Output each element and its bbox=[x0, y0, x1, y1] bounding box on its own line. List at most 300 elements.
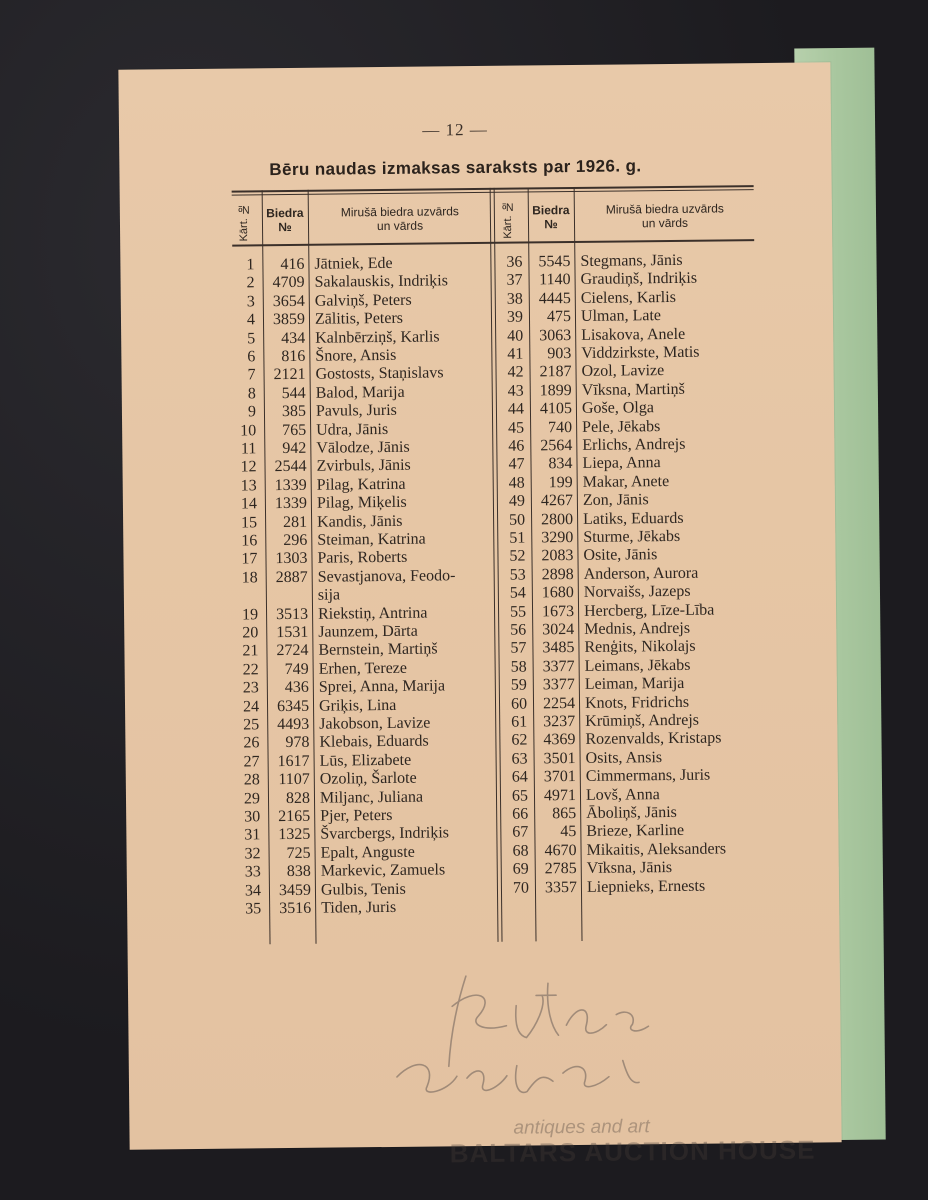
member-number: 2165 bbox=[278, 807, 311, 826]
table-row bbox=[238, 824, 498, 845]
table-row bbox=[501, 545, 761, 566]
header-biedra-right bbox=[528, 203, 574, 231]
row-index: 59 bbox=[510, 676, 527, 694]
member-name: Gulbis, Tenis bbox=[320, 880, 406, 899]
table-row bbox=[499, 325, 759, 346]
table-row bbox=[502, 637, 762, 658]
row-index: 16 bbox=[241, 532, 258, 550]
member-number: 4493 bbox=[277, 715, 310, 734]
member-number: 3063 bbox=[539, 326, 572, 344]
member-number: 3377 bbox=[542, 676, 575, 694]
table-row bbox=[233, 364, 493, 385]
table-row bbox=[237, 714, 497, 735]
table-row bbox=[503, 711, 763, 732]
member-name: Renģits, Nikolajs bbox=[584, 638, 696, 657]
member-name: Lisakova, Anele bbox=[581, 325, 686, 344]
member-name: Cielens, Karlis bbox=[580, 288, 676, 307]
row-index: 56 bbox=[510, 621, 527, 639]
member-name: Pilag, Miķelis bbox=[316, 493, 407, 512]
table-row bbox=[505, 877, 765, 898]
member-name: Klebais, Eduards bbox=[319, 732, 429, 752]
member-number: 725 bbox=[286, 844, 311, 862]
member-name: Mednis, Andrejs bbox=[584, 619, 691, 638]
row-index: 68 bbox=[512, 842, 529, 860]
member-name: Kandis, Jānis bbox=[317, 512, 403, 531]
header-name-line2: un vārds bbox=[641, 215, 689, 231]
row-index: 50 bbox=[509, 511, 526, 529]
row-index: 4 bbox=[246, 311, 256, 329]
row-index: 34 bbox=[244, 881, 262, 900]
row-index: 24 bbox=[242, 697, 260, 716]
member-name: Epalt, Anguste bbox=[320, 843, 415, 862]
member-number: 199 bbox=[548, 473, 573, 492]
row-index: 17 bbox=[241, 550, 258, 568]
member-number: 3459 bbox=[278, 881, 312, 899]
row-index: 67 bbox=[512, 823, 529, 842]
table-row bbox=[499, 343, 759, 364]
row-index: 55 bbox=[509, 603, 527, 621]
table-row bbox=[237, 732, 497, 753]
row-index: 51 bbox=[509, 529, 526, 547]
member-number: 978 bbox=[285, 734, 310, 752]
table-row bbox=[502, 582, 762, 603]
member-name: Jātniek, Ede bbox=[314, 254, 393, 273]
table-row bbox=[500, 435, 760, 456]
table-row bbox=[502, 619, 762, 640]
row-index: 54 bbox=[509, 584, 526, 602]
member-number: 45 bbox=[560, 823, 577, 841]
member-number: 2898 bbox=[541, 565, 574, 584]
table-row bbox=[233, 346, 493, 367]
member-name: Ulman, Late bbox=[580, 307, 662, 326]
row-index: 63 bbox=[511, 750, 528, 768]
member-number: 1303 bbox=[275, 550, 308, 568]
member-name: Šnore, Ansis bbox=[315, 346, 397, 365]
table-row bbox=[234, 383, 494, 404]
member-name: Zālitis, Peters bbox=[314, 309, 404, 328]
table-row bbox=[234, 438, 494, 459]
member-number: 834 bbox=[548, 455, 573, 473]
member-number: 2724 bbox=[276, 642, 309, 660]
row-index: 13 bbox=[240, 477, 257, 495]
member-name: Galviņš, Peters bbox=[314, 291, 412, 310]
member-number: 2800 bbox=[541, 510, 574, 528]
member-number: 4709 bbox=[272, 274, 305, 292]
table-row bbox=[232, 254, 492, 275]
row-index: 36 bbox=[506, 253, 523, 271]
row-index: 28 bbox=[243, 771, 260, 789]
table-row bbox=[504, 785, 764, 806]
member-number: 3859 bbox=[272, 311, 306, 329]
row-index: 9 bbox=[247, 403, 257, 421]
member-name: Jakobson, Lavize bbox=[319, 714, 431, 733]
member-number: 4369 bbox=[543, 731, 576, 749]
member-number: 2083 bbox=[541, 547, 574, 565]
member-number: 3516 bbox=[279, 899, 312, 918]
member-name: Udra, Jānis bbox=[316, 420, 389, 439]
member-name: Balod, Marija bbox=[315, 383, 405, 402]
member-number: 3501 bbox=[543, 749, 576, 768]
member-name: Osite, Jānis bbox=[583, 546, 658, 565]
funeral-payment-table bbox=[232, 185, 762, 944]
member-number: 1680 bbox=[541, 584, 574, 602]
table-row bbox=[499, 288, 759, 309]
member-number: 3654 bbox=[272, 292, 305, 310]
document-title: Bēru naudas izmaksas saraksts par 1926. g. bbox=[269, 156, 642, 180]
row-index: 21 bbox=[242, 642, 259, 660]
header-biedra bbox=[262, 206, 308, 234]
member-name: Stegmans, Jānis bbox=[580, 251, 683, 270]
row-index: 5 bbox=[247, 329, 256, 348]
member-number: 3237 bbox=[543, 713, 576, 731]
table-row bbox=[503, 674, 763, 695]
member-name: Vīksna, Martiņš bbox=[581, 380, 685, 399]
table-row bbox=[501, 527, 761, 548]
member-name: Sakalauskis, Indriķis bbox=[314, 272, 449, 292]
watermark-line2: BALTARS AUCTION HOUSE bbox=[449, 1134, 816, 1169]
row-index: 7 bbox=[247, 366, 256, 384]
member-number: 4267 bbox=[540, 492, 573, 510]
table-row bbox=[235, 548, 495, 569]
row-index: 65 bbox=[511, 787, 529, 805]
member-number: 1140 bbox=[539, 271, 571, 289]
member-name: Gostosts, Staņislavs bbox=[315, 364, 444, 384]
table-row bbox=[499, 361, 759, 382]
row-index: 47 bbox=[508, 455, 525, 474]
member-name: Graudiņš, Indriķis bbox=[580, 270, 698, 289]
member-name: Ozol, Lavize bbox=[581, 362, 665, 381]
row-index: 62 bbox=[511, 731, 528, 750]
table-row bbox=[500, 453, 760, 474]
header-name-line1: Mirušā biedra uzvārds bbox=[340, 204, 459, 220]
header-kart: Kārt. № bbox=[237, 203, 251, 242]
table-row bbox=[236, 585, 496, 606]
row-index: 66 bbox=[512, 805, 529, 823]
row-index: 30 bbox=[244, 808, 261, 826]
row-index: 11 bbox=[240, 440, 257, 458]
table-row bbox=[235, 511, 495, 532]
member-number: 1339 bbox=[274, 494, 308, 513]
member-name: Osits, Ansis bbox=[585, 748, 663, 767]
member-name: Liepnieks, Ernests bbox=[586, 877, 706, 896]
member-number: 3357 bbox=[544, 878, 578, 896]
row-index: 58 bbox=[510, 658, 527, 676]
member-name: Švarcbergs, Indriķis bbox=[320, 824, 450, 844]
member-name: Leimans, Jēkabs bbox=[584, 656, 691, 675]
member-name: Latiks, Eduards bbox=[583, 509, 684, 528]
row-index: 3 bbox=[246, 293, 255, 311]
member-number: 4670 bbox=[544, 841, 577, 860]
member-number: 816 bbox=[281, 347, 306, 366]
row-index: 38 bbox=[506, 290, 523, 308]
row-index: 23 bbox=[242, 679, 259, 697]
row-index: 31 bbox=[244, 826, 261, 844]
member-number: 838 bbox=[286, 862, 311, 881]
member-name: Mikaitis, Aleksanders bbox=[586, 840, 727, 859]
member-number: 544 bbox=[281, 384, 306, 402]
header-kart-right: Kārt. № bbox=[501, 200, 515, 239]
row-index: 27 bbox=[243, 753, 260, 771]
row-index: 42 bbox=[507, 363, 524, 382]
table-row bbox=[501, 509, 761, 530]
table-row bbox=[499, 269, 759, 290]
table-row bbox=[500, 398, 760, 419]
member-name: Brieze, Karline bbox=[586, 822, 685, 841]
member-name: Sturme, Jēkabs bbox=[583, 527, 681, 546]
member-name: Anderson, Aurora bbox=[583, 564, 699, 583]
member-name: Zvirbuls, Jānis bbox=[316, 457, 411, 476]
member-number: 1107 bbox=[278, 770, 310, 789]
table-row bbox=[233, 272, 493, 293]
header-name bbox=[310, 204, 490, 234]
table-row bbox=[233, 327, 493, 348]
table-row bbox=[500, 380, 760, 401]
member-name: Bernstein, Martiņš bbox=[318, 640, 438, 660]
row-index: 18 bbox=[241, 569, 258, 587]
member-number: 1673 bbox=[541, 602, 575, 620]
member-number: 2785 bbox=[544, 860, 577, 878]
member-name: sija bbox=[317, 586, 341, 604]
row-index: 69 bbox=[512, 860, 529, 878]
table-row bbox=[236, 567, 496, 588]
member-name: Lovš, Anna bbox=[585, 785, 660, 804]
member-name: Sprei, Anna, Marija bbox=[318, 677, 446, 696]
table-row bbox=[503, 656, 763, 677]
member-number: 3701 bbox=[543, 768, 576, 786]
member-number: 434 bbox=[281, 329, 306, 347]
member-name: Erlichs, Andrejs bbox=[582, 435, 686, 454]
member-name: Liepa, Anna bbox=[582, 454, 661, 473]
row-index: 60 bbox=[510, 695, 528, 713]
row-index: 39 bbox=[506, 308, 524, 326]
member-number: 3024 bbox=[542, 621, 575, 639]
member-name: Cimmermans, Juris bbox=[585, 766, 711, 786]
row-index: 8 bbox=[247, 385, 256, 403]
table-row bbox=[234, 401, 494, 422]
member-number: 281 bbox=[283, 513, 308, 531]
header-name-line2: un vārds bbox=[376, 218, 424, 234]
table-row bbox=[238, 843, 498, 864]
member-number: 903 bbox=[547, 345, 572, 363]
member-name: Markevic, Zamuels bbox=[320, 861, 446, 880]
table-row bbox=[503, 693, 763, 714]
row-index: 33 bbox=[244, 863, 261, 881]
table-row bbox=[235, 530, 495, 551]
table-row bbox=[237, 695, 497, 716]
member-name: Steiman, Katrina bbox=[317, 530, 426, 549]
member-number: 4445 bbox=[538, 289, 571, 308]
row-index: 53 bbox=[509, 566, 526, 584]
member-name: Makar, Anete bbox=[582, 472, 670, 491]
member-number: 4105 bbox=[539, 400, 573, 418]
document-sheet bbox=[118, 62, 841, 1169]
table-row bbox=[234, 456, 494, 477]
table-row bbox=[238, 769, 498, 790]
member-name: Rozenvalds, Kristaps bbox=[585, 729, 722, 749]
header-name-line1: Mirušā biedra uzvārds bbox=[605, 201, 724, 217]
row-index: 25 bbox=[243, 716, 260, 734]
table-row bbox=[504, 840, 764, 861]
row-index: 61 bbox=[511, 713, 528, 731]
member-name: Zon, Jānis bbox=[582, 491, 649, 510]
row-index: 46 bbox=[508, 437, 525, 455]
table-row bbox=[235, 493, 495, 514]
member-name: Pele, Jēkabs bbox=[582, 417, 661, 436]
table-row bbox=[501, 490, 761, 511]
table-row bbox=[238, 751, 498, 772]
pencil-signature bbox=[386, 964, 688, 1117]
row-index: 45 bbox=[508, 419, 525, 437]
member-name: Hercberg, Līze-Lība bbox=[583, 601, 715, 620]
member-name: Pavuls, Juris bbox=[315, 402, 397, 420]
table-row bbox=[239, 879, 499, 900]
member-number: 2564 bbox=[540, 437, 573, 455]
header-name-right bbox=[576, 201, 754, 231]
member-number: 1617 bbox=[277, 752, 310, 770]
member-number: 3513 bbox=[275, 605, 309, 623]
table-row bbox=[504, 766, 764, 787]
member-name: Vīksna, Jānis bbox=[586, 859, 673, 878]
row-index: 40 bbox=[507, 327, 524, 345]
row-index: 20 bbox=[242, 624, 259, 642]
table-row bbox=[502, 564, 762, 585]
row-index: 14 bbox=[240, 495, 258, 513]
member-number: 385 bbox=[281, 402, 307, 421]
row-index: 12 bbox=[240, 458, 257, 476]
member-number: 942 bbox=[282, 439, 307, 458]
table-row bbox=[501, 472, 761, 493]
member-number: 1531 bbox=[276, 623, 309, 642]
member-name: Ozoliņ, Šarlote bbox=[319, 769, 417, 788]
header-biedra-no: № bbox=[544, 217, 558, 232]
table-row bbox=[503, 729, 763, 750]
member-name: Goše, Olga bbox=[581, 399, 655, 418]
member-name: Norvaišs, Jazeps bbox=[583, 582, 691, 602]
member-number: 2187 bbox=[539, 363, 572, 381]
member-name: Paris, Roberts bbox=[317, 549, 408, 568]
table-row bbox=[233, 309, 493, 330]
member-name: Knots, Fridrichs bbox=[584, 693, 690, 712]
page-number: — 12 — bbox=[422, 119, 488, 140]
header-biedra-label: Biedra bbox=[266, 205, 304, 221]
member-name: Tiden, Juris bbox=[321, 898, 397, 917]
member-number: 740 bbox=[548, 418, 573, 436]
row-index: 32 bbox=[244, 845, 261, 863]
table-row bbox=[236, 640, 496, 661]
row-index: 70 bbox=[512, 879, 530, 897]
table-row bbox=[500, 417, 760, 438]
member-name: Riekstiņ, Antrina bbox=[317, 604, 428, 623]
table-row bbox=[504, 821, 764, 842]
member-number: 749 bbox=[284, 660, 309, 678]
member-number: 1339 bbox=[274, 476, 307, 494]
member-number: 1899 bbox=[539, 381, 572, 400]
row-index: 19 bbox=[241, 605, 259, 624]
row-index: 2 bbox=[246, 274, 255, 292]
row-index: 6 bbox=[247, 348, 256, 366]
member-number: 1325 bbox=[278, 826, 311, 844]
row-index: 49 bbox=[508, 492, 525, 510]
member-number: 416 bbox=[280, 255, 305, 274]
table-row bbox=[499, 306, 759, 327]
row-index: 64 bbox=[511, 768, 528, 786]
row-index: 57 bbox=[510, 639, 527, 658]
member-number: 2254 bbox=[542, 694, 576, 712]
watermark-line1: antiques and art bbox=[513, 1116, 650, 1139]
member-name: Jaunzem, Dārta bbox=[318, 622, 418, 641]
row-index: 29 bbox=[243, 789, 261, 808]
member-number: 3290 bbox=[541, 529, 574, 547]
member-name: Vālodze, Jānis bbox=[316, 438, 410, 457]
member-number: 2544 bbox=[274, 458, 307, 476]
row-index: 35 bbox=[245, 900, 262, 918]
table-row bbox=[504, 748, 764, 769]
member-name: Kalnbērziņš, Karlis bbox=[315, 328, 440, 347]
row-index: 48 bbox=[508, 474, 525, 492]
row-index: 44 bbox=[507, 400, 525, 418]
member-name: Griķis, Lina bbox=[318, 696, 397, 715]
member-number: 5545 bbox=[538, 253, 571, 271]
member-number: 6345 bbox=[276, 697, 310, 715]
table-row bbox=[505, 858, 765, 879]
member-number: 828 bbox=[285, 789, 311, 807]
table-row bbox=[239, 898, 499, 919]
member-name: Āboliņš, Jānis bbox=[586, 803, 677, 822]
member-number: 296 bbox=[283, 531, 308, 550]
row-index: 1 bbox=[246, 256, 255, 274]
header-biedra-no: № bbox=[278, 219, 292, 235]
row-index: 43 bbox=[507, 382, 524, 400]
row-index: 41 bbox=[507, 345, 524, 363]
member-number: 765 bbox=[282, 421, 307, 439]
table-row bbox=[239, 861, 499, 882]
member-number: 2121 bbox=[273, 366, 306, 384]
member-name: Krūmiņš, Andrejs bbox=[585, 711, 700, 730]
member-name: Pjer, Peters bbox=[320, 806, 393, 825]
table-row bbox=[237, 677, 497, 698]
member-number: 2887 bbox=[275, 568, 308, 586]
member-name: Lūs, Elizabete bbox=[319, 751, 412, 770]
member-number: 3485 bbox=[542, 639, 575, 657]
table-row bbox=[237, 659, 497, 680]
table-row bbox=[236, 622, 496, 643]
member-name: Sevastjanova, Feodo- bbox=[317, 567, 456, 586]
row-index: 22 bbox=[242, 661, 259, 679]
member-name: Pilag, Katrina bbox=[316, 475, 406, 494]
table-row bbox=[233, 291, 493, 312]
table-row bbox=[502, 601, 762, 622]
member-name: Erhen, Tereze bbox=[318, 659, 408, 678]
table-row bbox=[498, 251, 758, 272]
member-number: 436 bbox=[284, 678, 309, 697]
table-row bbox=[236, 603, 496, 624]
row-index: 52 bbox=[509, 547, 526, 566]
member-number: 4971 bbox=[543, 786, 577, 804]
member-number: 3377 bbox=[542, 657, 575, 676]
table-row bbox=[238, 806, 498, 827]
row-index: 10 bbox=[240, 421, 257, 440]
row-index: 26 bbox=[243, 734, 260, 752]
table-row bbox=[238, 787, 498, 808]
member-number: 475 bbox=[546, 308, 572, 326]
member-name: Viddzirkste, Matis bbox=[581, 343, 700, 362]
member-number: 865 bbox=[552, 805, 577, 823]
member-name: Leiman, Marija bbox=[584, 675, 685, 694]
row-index: 15 bbox=[241, 513, 258, 532]
member-name: Miljanc, Juliana bbox=[319, 788, 424, 807]
table-row bbox=[235, 475, 495, 496]
header-biedra-label: Biedra bbox=[532, 203, 570, 218]
